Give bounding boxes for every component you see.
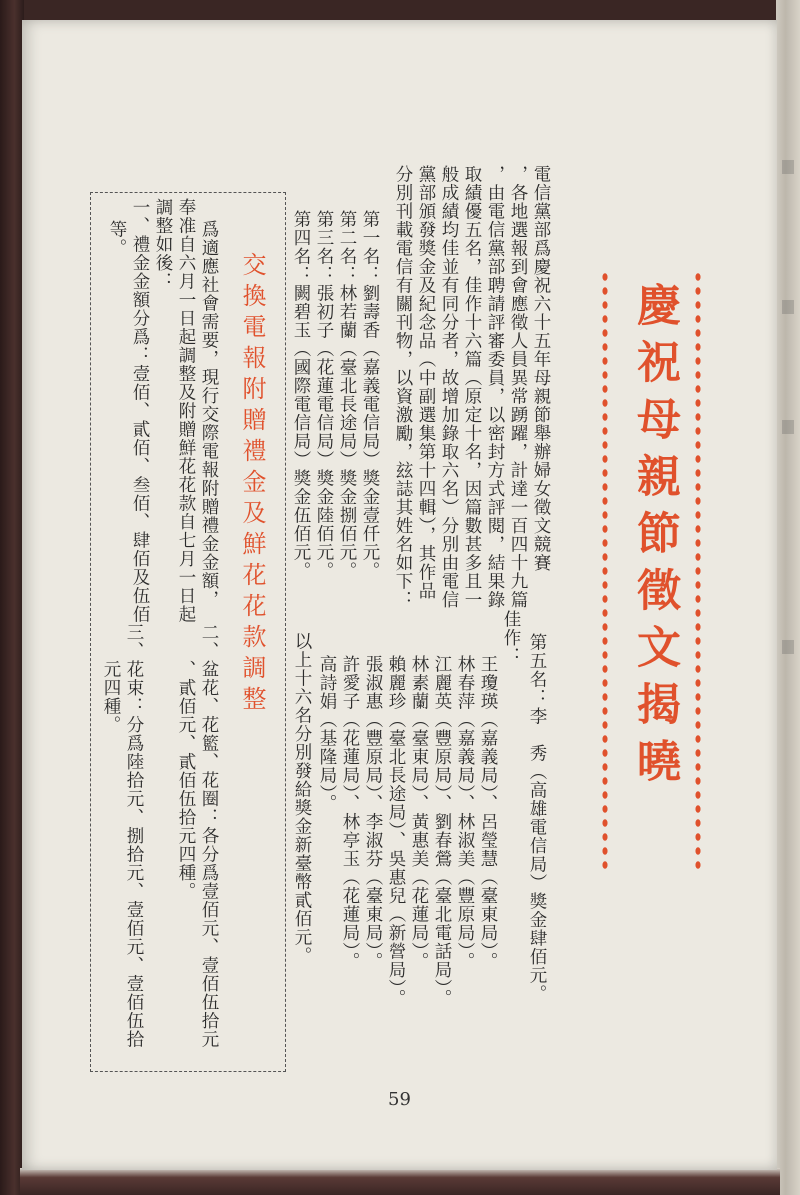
notice-line: 一、禮金金額分爲：壹佰、貳佰、叁佰、肆佰及伍佰 xyxy=(130,198,150,624)
title-border-left xyxy=(600,270,610,870)
intro-line: 電信黨部爲慶祝六十五年母親節舉辦婦女徵文競賽 xyxy=(531,165,551,572)
honorable-line: 許愛子（花蓮局）、林亭玉（花蓮局）。 xyxy=(340,655,360,971)
notice-line: 爲適應社會需要，現行交際電報附贈禮金金額， xyxy=(199,220,219,609)
notice-line: 三、花束：分爲陸拾元、捌拾元、壹佰元、壹佰伍拾 xyxy=(124,623,144,1049)
intro-line: 取績優五名，佳作十六篇（原定十名，因篇數甚多且一 xyxy=(462,165,482,609)
honorable-line: 林素蘭（臺東局）、黃惠美（花蓮局）。 xyxy=(409,655,429,971)
intro-line: ，由電信黨部聘請評審委員，以密封方式評閱，結果錄 xyxy=(485,165,505,609)
book-cover-edge xyxy=(0,0,24,1195)
honorable-line: 高詩娟（基隆局）。 xyxy=(317,655,337,813)
honorable-line: 張淑惠（豐原局）、李淑芬（臺東局）。 xyxy=(363,655,383,971)
page xyxy=(22,20,777,1170)
notice-line: 、貳佰元、貳佰伍拾元四種。 xyxy=(176,660,196,901)
notice-title: 交換電報附贈禮金及鮮花花款調整 xyxy=(238,252,266,717)
honorable-line: 江麗英（豐原局）、劉春鶯（臺北電話局）。 xyxy=(432,655,452,1008)
page-number: 59 xyxy=(388,1089,411,1110)
intro-line: 分別刊載電信有關刊物，以資激勵，玆誌其姓名如下： xyxy=(393,165,413,609)
book-bottom-edge xyxy=(20,1168,780,1195)
next-page-edge xyxy=(776,0,800,1195)
winner-line: 第一名：劉壽香（嘉義電信局）獎金壹仟元。 xyxy=(360,210,380,580)
winner-line: 第二名：林若蘭（臺北長途局）獎金捌佰元。 xyxy=(337,210,357,580)
fifth-place-line: 第五名：李 秀（高雄電信局）獎金肆佰元。 xyxy=(527,633,547,1003)
intro-line: ，各地選報到會應徵人員異常踴躍，計達一百四十九篇 xyxy=(508,165,528,609)
notice-line: 等。 xyxy=(107,220,127,257)
honorable-summary-line: 以上十六名分別發給獎金新臺幣貳佰元。 xyxy=(292,632,312,965)
article-title: 慶祝母親節徵文揭曉 xyxy=(629,282,680,795)
winner-line: 第三名：張初子（花蓮電信局）獎金陸佰元。 xyxy=(314,210,334,580)
honorable-line: 林春萍（嘉義局）、林淑美（豐原局）。 xyxy=(455,655,475,971)
winner-line: 第四名：闕碧玉（國際電信局）獎金伍佰元。 xyxy=(291,210,311,580)
notice-line: 奉准自六月一日起調整及附贈鮮花花款自七月一日起 xyxy=(176,198,196,624)
notice-line: 二、盆花、花籃、花圈：各分爲壹佰元、壹佰伍拾元 xyxy=(199,623,219,1049)
intro-line: 般成績均佳並有同分者，故增加錄取六名）分別由電信 xyxy=(439,165,459,609)
honorable-line: 賴麗珍（臺北長途局）、吳惠兒（新營局）。 xyxy=(386,655,406,1008)
notice-line: 調整如後： xyxy=(153,198,173,291)
honorable-line: 王瓊瑛（嘉義局）、呂瑩慧（臺東局）。 xyxy=(478,655,498,971)
honorable-mention-label: 佳作： xyxy=(501,610,521,666)
title-border-right xyxy=(693,270,703,870)
intro-line: 黨部頒發獎金及紀念品（中副選集第十四輯），其作品 xyxy=(416,165,436,601)
notice-line: 元四種。 xyxy=(101,660,121,734)
